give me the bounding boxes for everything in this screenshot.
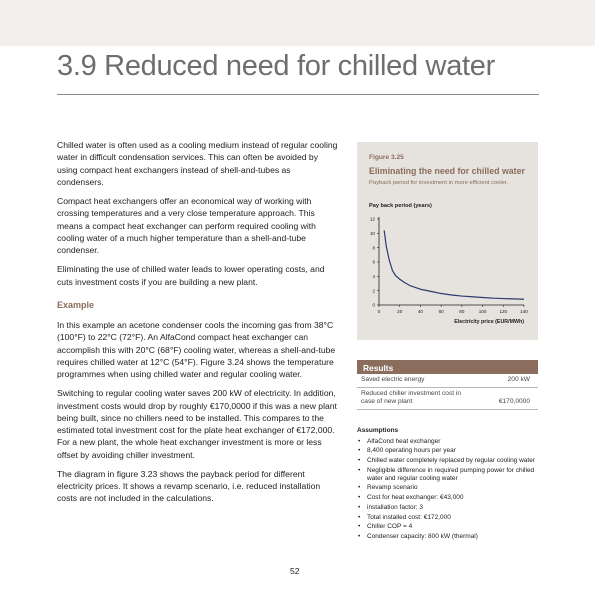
list-item: • installation factor: 3	[357, 504, 539, 512]
body-paragraph: Eliminating the use of chilled water leads to lower operating costs, and cuts investment costs if you are building a new plant.	[57, 264, 325, 287]
list-item: • Negligible difference in required pumping power for chilled water and regular cooling water	[357, 467, 539, 482]
figure-panel	[357, 142, 538, 340]
y-tick-label: 2	[372, 288, 375, 294]
x-tick-label: 0	[377, 309, 381, 314]
figure-title: Eliminating the need for chilled water	[369, 166, 525, 176]
assumptions-heading: Assumptions	[357, 427, 399, 434]
x-tick-label: 100	[478, 309, 487, 314]
body-column	[57, 139, 339, 512]
row-value: €170,0000	[498, 398, 530, 406]
list-item: • Revamp scenario	[357, 484, 539, 492]
y-tick-label: 12	[369, 216, 375, 222]
y-tick-label: 10	[369, 231, 375, 237]
intro-paragraphs	[57, 139, 339, 288]
figure-subtitle: Payback period for investment in more efficient cooler.	[369, 180, 509, 186]
x-tick-label: 120	[499, 309, 508, 314]
list-item: • 8,400 operating hours per year	[357, 447, 539, 455]
list-item: • Total installed cost: €172,000	[357, 514, 539, 522]
series-line	[384, 230, 524, 299]
example-paragraphs	[57, 319, 339, 505]
body-paragraph: The diagram in figure 3.23 shows the payback period for different electricity prices. It shows a revamp scenario, i.e. reduced installation costs are not included in the calculations.	[57, 468, 321, 504]
title-rule	[57, 94, 539, 95]
x-tick-label: 20	[397, 309, 403, 314]
row-value: 200 kW	[507, 376, 530, 383]
figure-number: Figure 3.25	[369, 154, 404, 161]
results-table	[357, 360, 538, 410]
x-axis-label: Electricity price (EUR/MWh)	[454, 319, 524, 325]
body-paragraph: In this example an acetone condenser cools the incoming gas from 38°C (100°F) to 22°C (72°F). An AlfaCond compact heat exchanger can accomplish this with 20°C (68°F) cooling water, whereas a shell-and-tube requires chilled water at 12°C (54°F). Figure 3.24 shows the temperature programmes when using chilled water and regular cooling water.	[57, 320, 336, 379]
table-row	[357, 374, 538, 388]
payback-chart	[357, 142, 538, 340]
list-item: • Chilled water completely replaced by regular cooling water	[357, 457, 539, 465]
chart-y-axis-label: Pay back period (years)	[369, 203, 432, 209]
x-tick-label: 80	[459, 309, 465, 314]
assumptions-list	[357, 427, 539, 543]
top-band	[0, 0, 595, 46]
results-heading: Results	[357, 360, 538, 374]
x-tick-label: 40	[417, 309, 423, 314]
page-number: 52	[290, 566, 300, 576]
table-row	[357, 388, 538, 410]
example-heading: Example	[57, 299, 95, 310]
y-tick-label: 6	[372, 259, 375, 265]
list-item: • Condenser capacity: 800 kW (thermal)	[357, 533, 539, 541]
row-label: Saved electric energy	[361, 376, 425, 383]
y-tick-label: 4	[372, 274, 375, 280]
y-tick-label: 8	[372, 245, 375, 251]
list-item: • Cost for heat exchanger: €43,000	[357, 494, 539, 502]
x-tick-label: 60	[438, 309, 444, 314]
x-tick-label: 140	[520, 309, 528, 314]
body-paragraph: Switching to regular cooling water saves 200 kW of electricity. In addition, investment costs would drop by roughly €170,0000 if this was a new plant being built, since no chillers need to be installed. This compares to the estimated total investment cost for the plate heat exchanger of €172,000. For a new plant, the whole heat exchanger investment is more or less offset by avoiding chiller investment.	[57, 388, 337, 460]
list-item: • AlfaCond heat exchanger	[357, 438, 539, 446]
page-title: 3.9 Reduced need for chilled water	[57, 50, 495, 82]
row-label: Reduced chiller investment cost in case of new plant	[361, 389, 462, 406]
body-paragraph: Chilled water is often used as a cooling medium instead of regular cooling water in difficult condensation services. This can often be avoided by using compact heat exchangers instead of shell-and-tubes as condensers.	[57, 140, 338, 187]
y-tick-label: 0	[372, 302, 375, 308]
list-item: • Chiller COP = 4	[357, 523, 539, 531]
body-paragraph: Compact heat exchangers offer an economical way of working with crossing temperatures and a very close temperature approach. This means a compact heat exchanger can perform required cooling with cooling water of a much higher temperature than a shell-and-tube condenser.	[57, 196, 316, 255]
